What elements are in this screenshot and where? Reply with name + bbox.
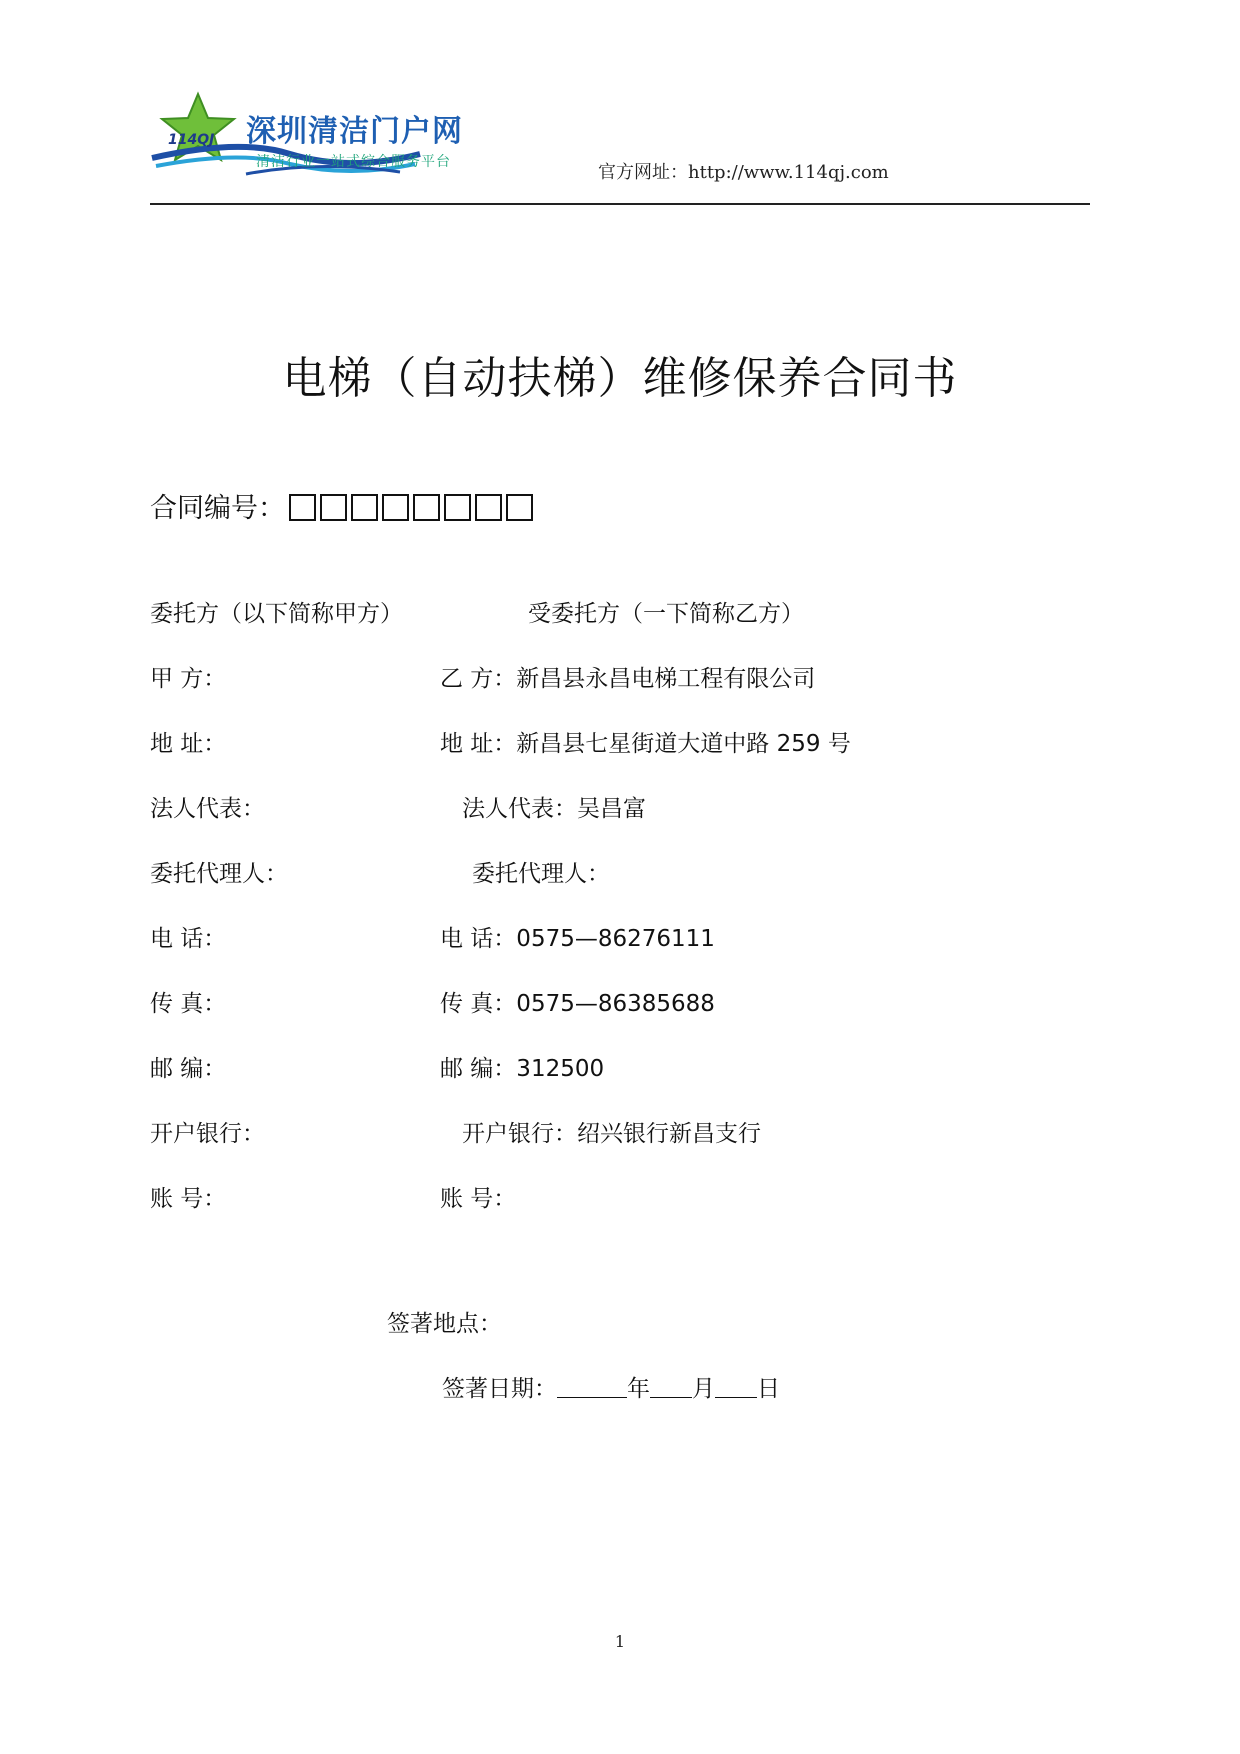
party-b-postcode: 邮 编：312500 (440, 1056, 605, 1082)
contract-number-label: 合同编号： (150, 493, 285, 524)
party-b-account: 账 号： (440, 1186, 517, 1212)
party-b-legal-rep: 法人代表：吴昌富 (462, 796, 646, 822)
year-label: 年 (627, 1376, 650, 1402)
site-logo[interactable] (150, 88, 480, 176)
page-number: 1 (614, 1632, 626, 1651)
party-b-fax: 传 真：0575—86385688 (440, 991, 715, 1017)
contract-number (150, 486, 537, 528)
party-a-postcode-label: 邮 编： (150, 1056, 227, 1082)
party-a-address-label: 地 址： (150, 731, 227, 757)
logo-title: 深圳清洁门户网 (246, 114, 463, 149)
sign-place: 签著地点： (387, 1311, 502, 1337)
year-blank (557, 1375, 627, 1398)
party-a-account-label: 账 号： (150, 1186, 227, 1212)
month-blank (650, 1375, 692, 1398)
party-b-bank: 开户银行：绍兴银行新昌支行 (462, 1121, 761, 1147)
party-a-fax-label: 传 真： (150, 991, 227, 1017)
sign-date-label: 签著日期： (442, 1376, 557, 1402)
day-label: 日 (757, 1376, 780, 1402)
party-a-phone-label: 电 话： (150, 926, 227, 952)
sign-date (442, 1370, 780, 1403)
contract-number-boxes (289, 494, 537, 528)
logo-badge: 114QJ (168, 132, 215, 148)
party-b-name: 乙 方：新昌县永昌电梯工程有限公司 (440, 666, 816, 692)
party-b-address: 地 址：新昌县七星街道大道中路 259 号 (440, 731, 851, 757)
header-divider (150, 203, 1090, 205)
party-a-bank-label: 开户银行： (150, 1121, 265, 1147)
day-blank (715, 1375, 757, 1398)
party-a-heading: 委托方（以下简称甲方） (150, 601, 403, 627)
party-a-legal-rep-label: 法人代表： (150, 796, 265, 822)
party-b-phone: 电 话：0575—86276111 (440, 926, 715, 952)
party-b-heading: 受委托方（一下简称乙方） (528, 601, 804, 627)
party-a-name-label: 甲 方： (150, 666, 227, 692)
document-title: 电梯（自动扶梯）维修保养合同书 (282, 353, 958, 404)
party-a-agent-label: 委托代理人： (150, 861, 288, 887)
party-b-agent: 委托代理人： (472, 861, 610, 887)
site-url[interactable]: 官方网址：http://www.114qj.com (598, 162, 889, 183)
month-label: 月 (692, 1376, 715, 1402)
logo-subtitle: 清洁行业一站式综合服务平台 (256, 154, 451, 170)
